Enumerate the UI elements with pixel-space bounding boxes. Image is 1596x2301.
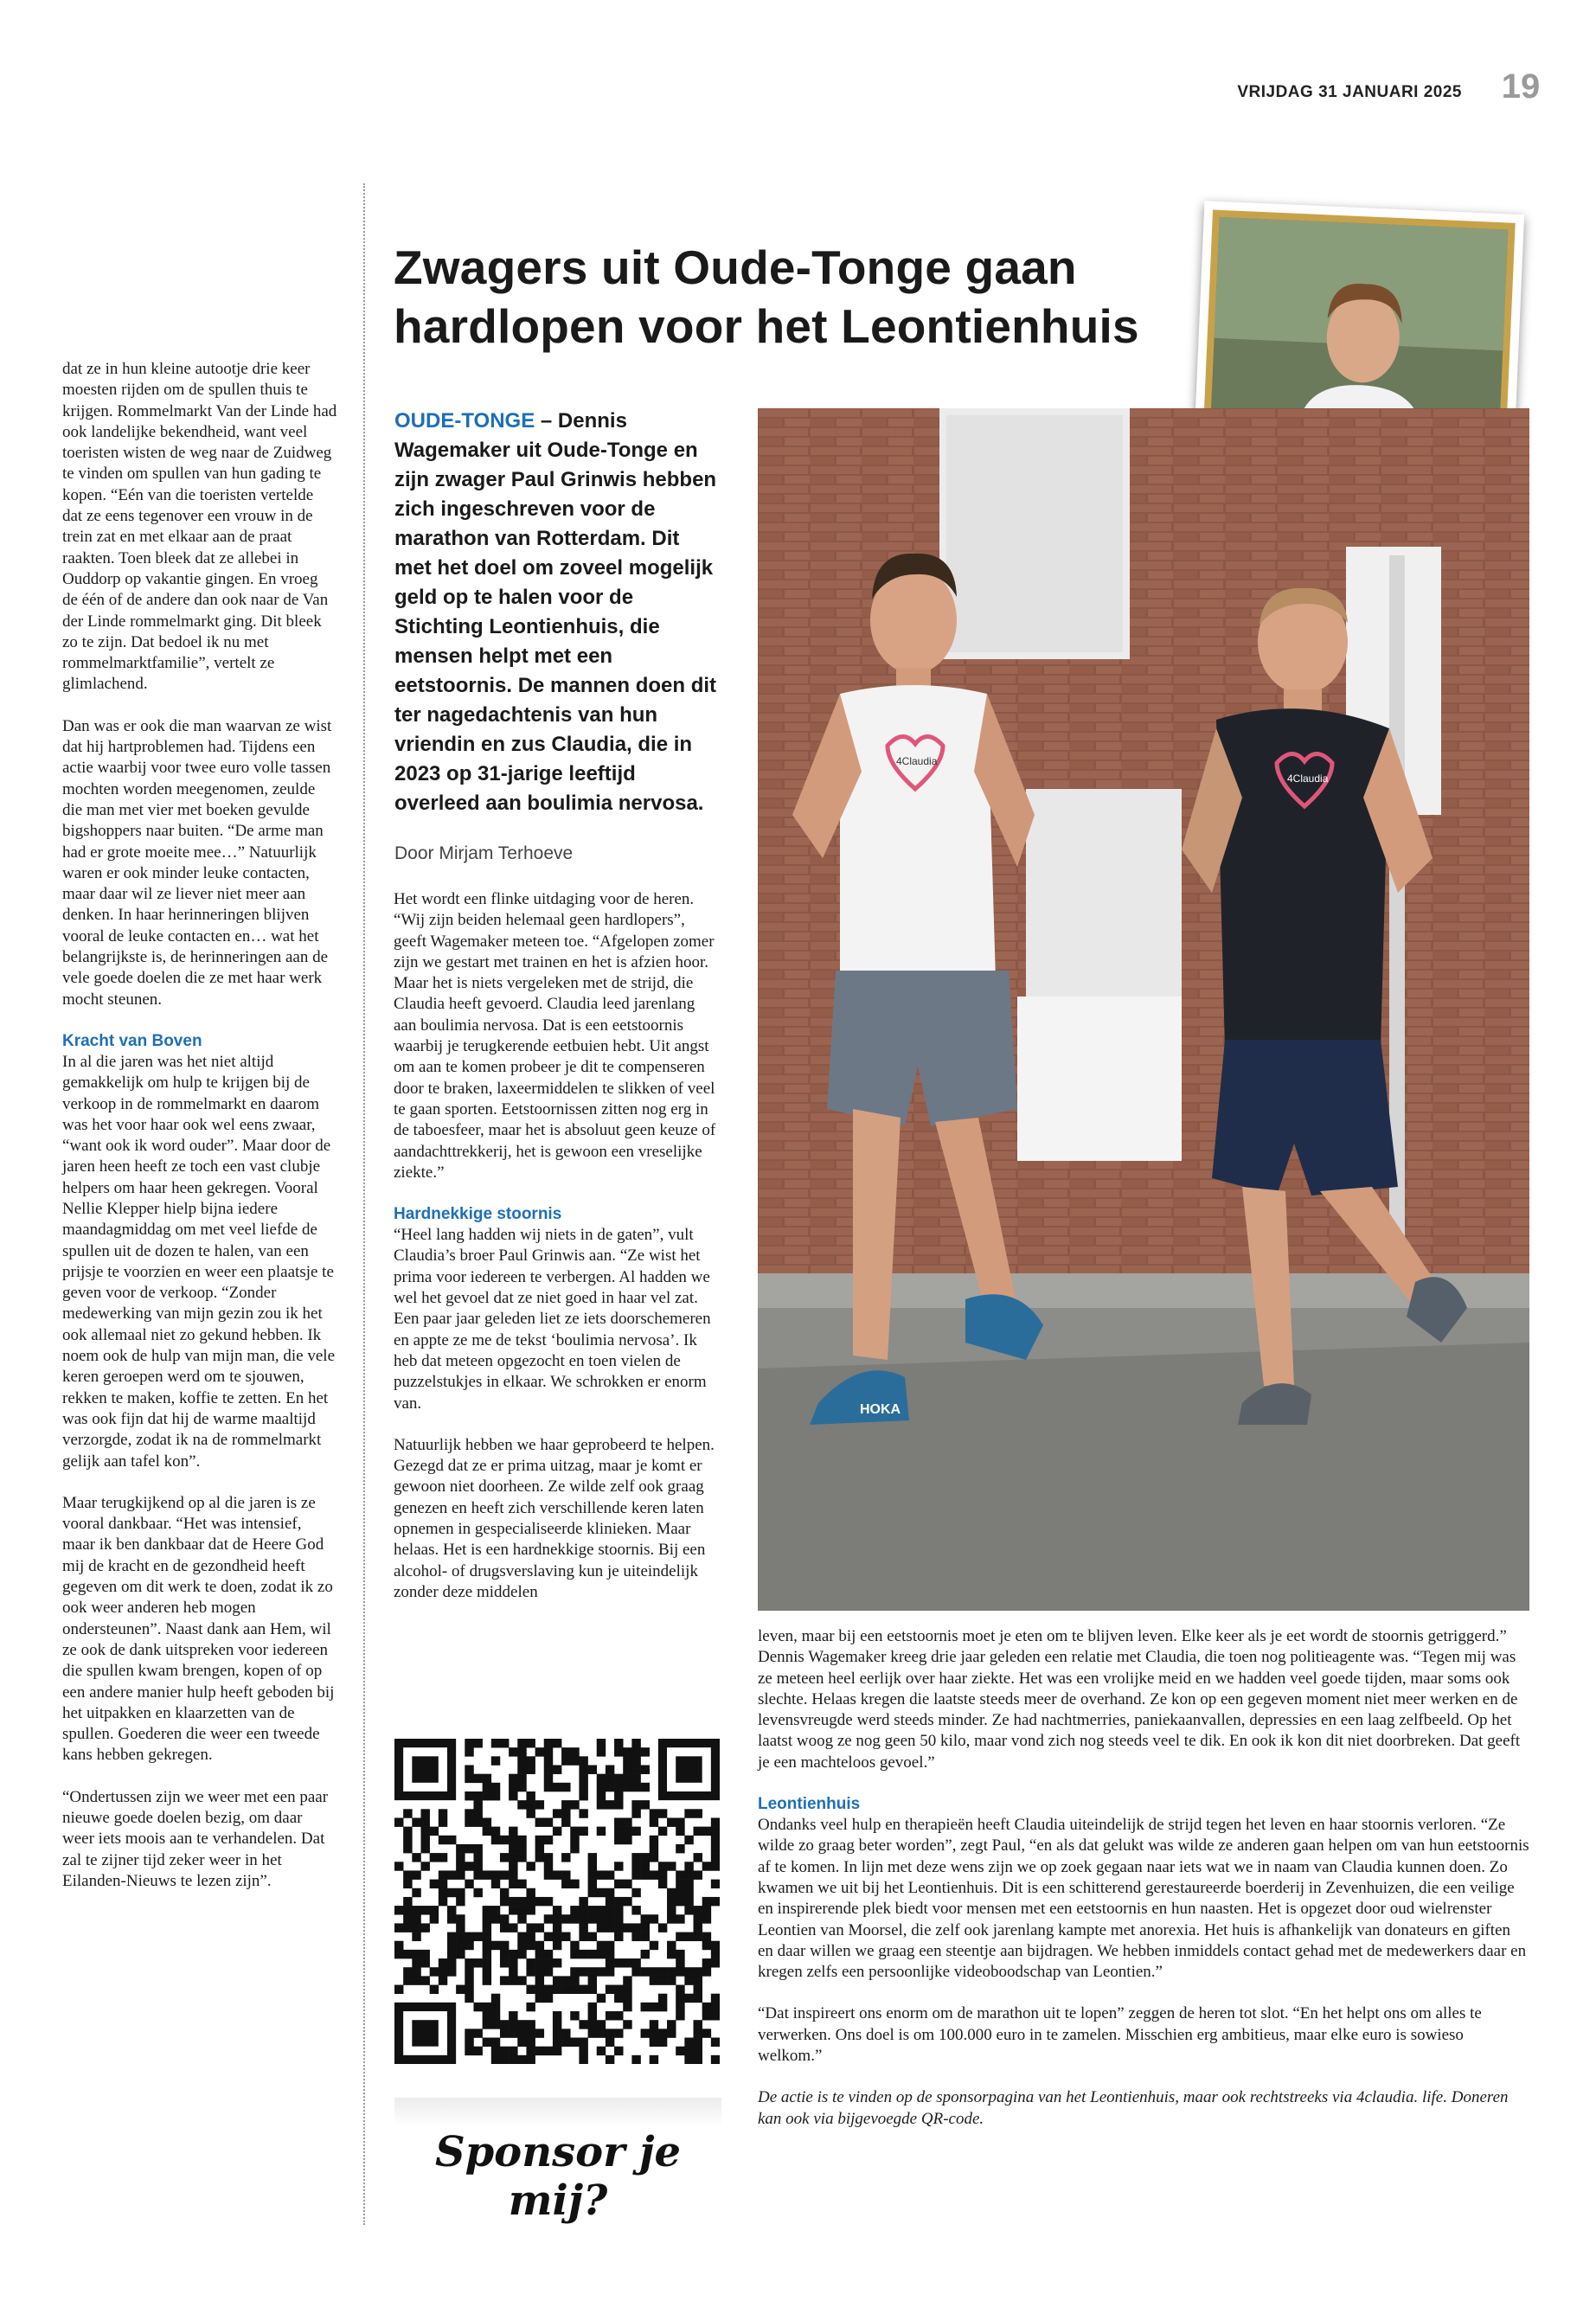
dateline: OUDE-TONGE	[394, 409, 535, 433]
paragraph: Ondanks veel hulp en therapieën heeft Claudia uiteindelijk de strijd tegen het leven en haar stoornis verloren. “Ze wilde zo graag beter worden”, zegt Paul, “en als dat gelukt was wilde ze anderen gaan helpen om van hun eetstoornis af te komen. In lijn met deze wens zijn we op zoek gegaan naar iets wat we in naam van Claudia kunnen doen. Zo kwamen we uit bij het Leontienhuis. Dit is een schitterend gerestaureerde boerderij in Zevenhuizen, die een veilige en inspirerende plek biedt voor mensen met een eetstoornis en hun naasten. Het is opgezet door oud wielrenster Leontien van Moorsel, die zelf ook jarenlang kampte met anorexia. Het huis is afhankelijk van donateurs en giften en daar willen we graag een steentje aan bijdragen. We hebben inmiddels contact gehad met de medewerkers daar en kregen zelfs een persoonlijke videoboodschap van Leontien.”	[758, 1816, 1529, 1982]
page-date: VRIJDAG 31 JANUARI 2025	[1237, 83, 1462, 101]
shoe-brand: HOKA	[860, 1402, 901, 1417]
paragraph: “Ondertussen zijn we weer met een paar nieuwe goede doelen bezig, om daar weer iets moois aan te verhandelen. Dat zal te zijner tijd zeker weer in het Eilanden-Nieuws te lezen zijn”.	[62, 1787, 329, 1890]
qr-code-graphic[interactable]	[394, 1739, 720, 2064]
article-headline: Zwagers uit Oude-Tonge gaan hardlopen voor het Leontienhuis	[394, 240, 1139, 353]
lead-text: – Dennis Wagemaker uit Oude-Tonge en zijn zwager Paul Grinwis hebben zich ingeschreven voor de marathon van Rotterdam. Dit met het doel om zoveel mogelijk geld op te halen voor de Stichting Leontienhuis, die mensen helpt met een eetstoornis. De mannen doen dit ter nagedachtenis van hun vriendin en zus Claudia, die in 2023 op 31-jarige leeftijd overleed aan boulimia nervosa.	[394, 409, 717, 815]
sponsor-cta: Sponsor je mij?	[434, 2128, 682, 2225]
subheading: Kracht van Boven	[62, 1031, 202, 1050]
paragraph: “Heel lang hadden wij niets in de gaten”, vult Claudia’s broer Paul Grinwis aan. “Ze wist het prima voor iedereen te verbergen. Al hadden we wel het gevoel dat ze niet goed in haar vel zat. Een paar jaar geleden liet ze iets doorschemeren en appte ze me de tekst ‘boulimia nervosa’. Ik heb dat meteen opgezocht en toen vielen de puzzelstukjes in elkaar. We schrokken er enorm van.	[394, 1226, 711, 1413]
qr-code[interactable]	[394, 1739, 720, 2064]
right-column-text	[758, 1626, 1529, 2150]
shirt-text-right: 4Claudia	[1287, 772, 1329, 785]
main-photo-runners	[758, 408, 1529, 1611]
paragraph: Maar terugkijkend op al die jaren is ze vooral dankbaar. “Het was intensief, maar ik ben dankbaar dat de Heere God mij de kracht en de gezondheid heeft gegeven om dit werk te doen, zodat ik zo ook weer anderen heb mogen ondersteunen”. Naast dank aan Hem, wil ze ook de dank uitspreken voor iedereen die spullen kwam brengen, kopen of op een andere manier hulp heeft geboden bij het uitpakken en klaarzetten van de spullen. Goederen die weer een tweede kans hebben gekregen.	[62, 1493, 335, 1765]
paragraph: “Dat inspireert ons enorm om de marathon uit te lopen” zeggen de heren tot slot. “En het helpt ons om alles te verwerken. Ons doel is om 100.000 euro in te zamelen. Misschien erg ambitieus, maar elke euro is sowieso welkom.”	[758, 2004, 1482, 2066]
column-divider	[363, 183, 365, 2225]
article-lead	[394, 407, 721, 818]
middle-column-text	[394, 889, 721, 1624]
closing-note: De actie is te vinden op de sponsorpagina van het Leontienhuis, maar ook rechtstreeks via 4claudia. life. Doneren kan ook via bijgevoegde QR-code.	[758, 2088, 1509, 2128]
byline: Door Mirjam Terhoeve	[394, 843, 574, 863]
subheading: Hardnekkige stoornis	[394, 1205, 562, 1224]
runners-image	[758, 408, 1529, 1611]
paragraph: In al die jaren was het niet altijd gemakkelijk om hulp te krijgen bij de verkoop in de rommelmarkt en daarom was het voor haar ook wel eens zwaar, “want ook ik word ouder”. Maar door de jaren heen heeft ze toch een vast clubje helpers om haar heen gekregen. Vooral Nellie Klepper hielp bijna iedere maandagmiddag om met veel liefde de spullen uit de dozen te halen, van een prijsje te voorzien en weer een plaatsje te geven voor de verkoop. “Zonder medewerking van mijn gezin zou ik het ook allemaal niet zo gekund hebben. Ik noem ook de hulp van mijn man, die vele keren geroepen werd om te sjouwen, rekken te maken, koffie te zetten. En het was ook fijn dat hij de warme maaltijd verzorgde, zodat ik na de rommelmarkt gelijk aan tafel kon”.	[62, 1052, 336, 1471]
page-number: 19	[1501, 67, 1541, 106]
paragraph: Dan was er ook die man waarvan ze wist dat hij hartproblemen had. Tijdens een actie waarbij voor twee euro volle tassen mochten worden meegenomen, zeulde die man met vier met boeken gevulde bigshoppers naar buiten. “De arme man had er grote moeite mee…” Natuurlijk waren er ook minder leuke contacten, maar daar wil ze liever niet meer aan denken. In haar herinneringen blijven vooral de leuke contacten en… wat het belangrijkste is, de herinneringen aan de vele goede doelen die ze met haar werk mocht steunen.	[62, 716, 332, 1009]
paragraph: dat ze in hun kleine autootje drie keer moesten rijden om de spullen thuis te krijgen. Rommelmarkt Van der Linde had ook landelijke bekendheid, want veel toeristen wisten de weg naar de Zuidweg te vinden om spullen van hun gading te kopen. “Eén van die toeristen vertelde dat ze eens tegenover een vrouw in de trein zat en met elkaar aan de praat raakten. Toen bleek dat ze allebei in Ouddorp op vakantie gingen. En vroeg de één of de andere dan ook naar de Van der Linde rommelmarkt ging. Dit bleek zo te zijn. Dat bedoel ik nu met rommelmarktfamilie”, vertelt ze glimlachend.	[62, 360, 337, 694]
paragraph: leven, maar bij een eetstoornis moet je eten om te blijven leven. Elke keer als je eet wordt de stoornis getriggerd.” Dennis Wagemaker kreeg drie jaar geleden een relatie met Claudia, die toen nog politieagente was. “Tegen mij was ze meteen heel eerlijk over haar ziekte. Het was een vrolijke meid en we hadden veel goede tijden, maar soms ook slechte. Helaas kregen die laatste steeds meer de overhand. Ze kon op een gegeven moment niet meer werken en de levensvreugde werd steeds minder. Ze had nachtmerries, paniekaanvallen, depressies en een laag zelfbeeld. Op het laatst woog ze nog geen 50 kilo, maar vond zich nog steeds veel te dik. En ook ik kon dit niet doorbreken. Dat geeft je een machteloos gevoel.”	[758, 1627, 1521, 1772]
paragraph: Natuurlijk hebben we haar geprobeerd te helpen. Gezegd dat ze er prima uitzag, maar je komt er gewoon niet doorheen. Ze wilde zelf ook graag genezen en heeft zich verschillende keren laten opnemen in gespecialiseerde klinieken. Maar helaas. Het is een hardnekkige stoornis. Bij een alcohol- of drugsverslaving kun je uiteindelijk zonder deze middelen	[394, 1435, 715, 1601]
subheading: Leontienhuis	[758, 1795, 861, 1814]
shirt-text-left: 4Claudia	[896, 755, 938, 767]
qr-divider	[394, 2098, 721, 2127]
left-column-article	[62, 359, 337, 1913]
paragraph: Het wordt een flinke uitdaging voor de heren. “Wij zijn beiden helemaal geen hardlopers”, geeft Wagemaker meteen toe. “Afgelopen zomer zijn we gestart met trainen en het is afzien hoor. Maar het is niets vergeleken met de strijd, die Claudia heeft gevoerd. Claudia leed jarenlang aan boulimia nervosa. Dat is een eetstoornis waarbij je terugkerende eetbuien hebt. Uit angst om aan te komen probeer je dit te compenseren door te braken, laxeermiddelen te slikken of veel te gaan sporten. Eetstoornissen zitten nog erg in de taboesfeer, maar het is absoluut geen keuze of aandachttrekkerij, het is gewoon een vreselijke ziekte.”	[394, 890, 716, 1182]
